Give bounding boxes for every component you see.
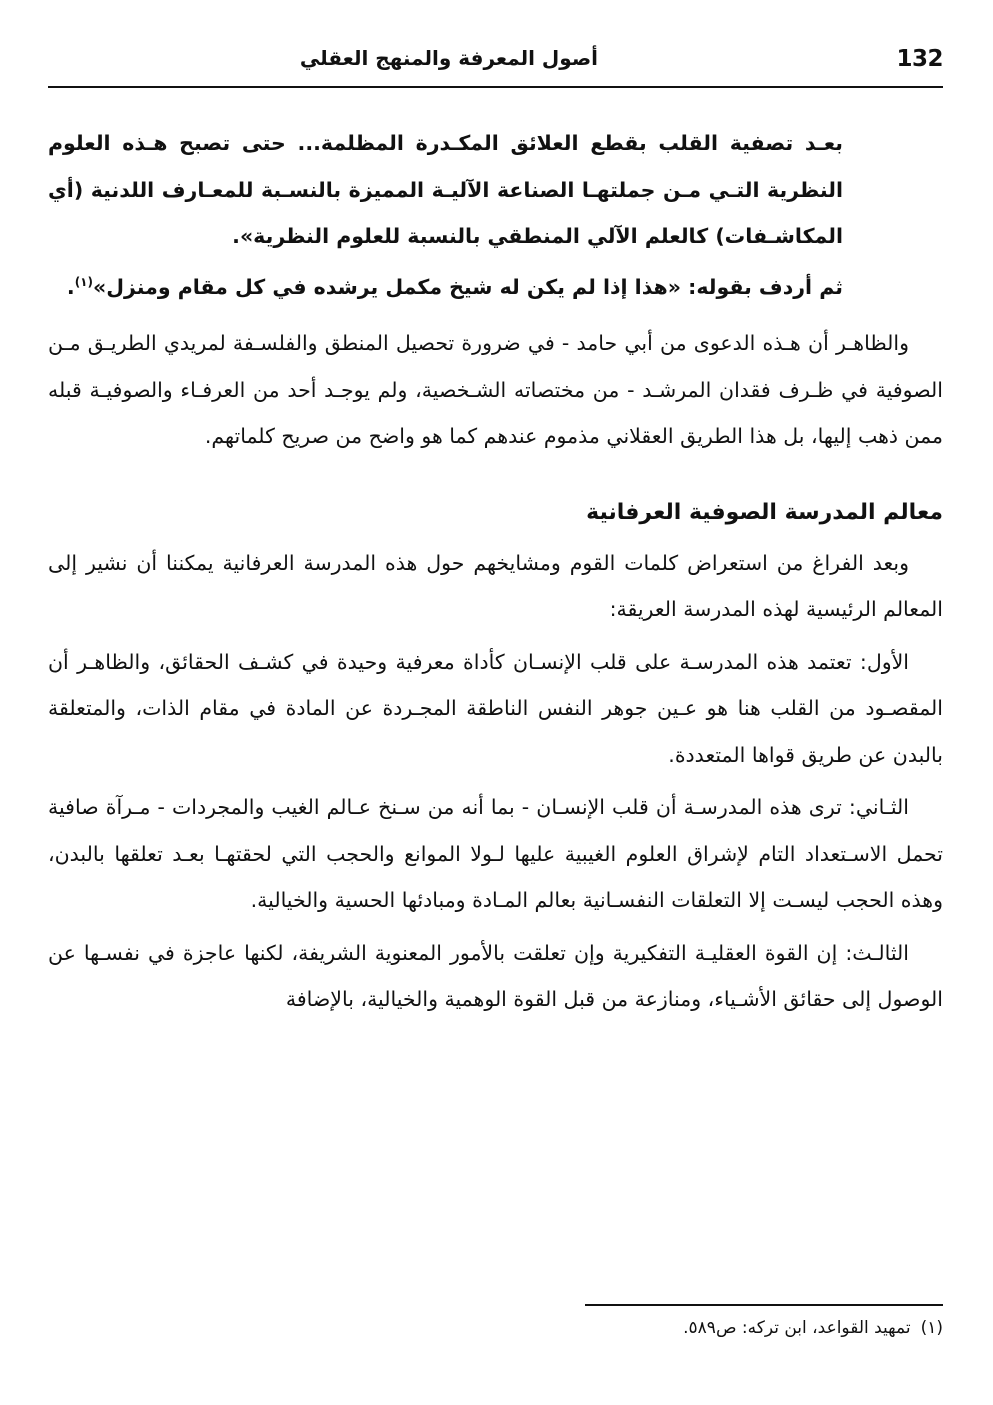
footnote-text: تمهيد القواعد، ابن تركه: ص٥٨٩.: [683, 1318, 911, 1338]
section-intro: وبعد الفراغ من استعراض كلمات القوم ومشايخهم حول هذه المدرسة العرفانية يمكننا أن نشير إلى المعالم الرئيسية لهذه المدرسة العريقة:: [48, 550, 943, 621]
spacer: [48, 310, 943, 320]
page-number: 132: [896, 46, 943, 72]
header-rule: [48, 86, 943, 88]
paragraph: والظاهـر أن هـذه الدعوى من أبي حامد - في ضرورة تحصيل المنطق والفلسـفة لمريدي الطريـق مـن الصوفية في ظـرف فقدان المرشـد - من مختصاته الشـخصية، ولم يوجـد أحد من العرفـاء والصوفيـة قبله ممن ذهب إليها، بل هذا الطريق العقلاني مذموم عندهم كما هو واضح من صريح كلماتهم.: [48, 331, 943, 448]
footnote: [683, 1318, 943, 1338]
point-first: الأول: تعتمد هذه المدرسـة على قلب الإنسـان كأداة معرفية وحيدة في كشـف الحقائق، والظاهـر أن المقصـود من القلب هنا هو عـين جوهر النفس الناطقة المجـردة عن المادة في مقام الذات، والمتعلقة بالبدن عن طريق قواها المتعددة.: [48, 649, 943, 767]
point-second: الثـاني: ترى هذه المدرسـة أن قلب الإنسـان - بما أنه من سـنخ عـالم الغيب والمجردات - مـرآة صافية تحمل الاسـتعداد التام لإشراق العلوم الغيبية عليها لـولا الموانع والحجب التي لحقتهـا بعـد تعلقها بالبدن، وهذه الحجب ليسـت إلا التعلقات النفسـانية بعالم المـادة ومبادئها الحسية والخيالية.: [48, 795, 943, 912]
quote-followup: [48, 264, 943, 311]
spacer: [48, 460, 943, 490]
section-heading: معالم المدرسة الصوفية العرفانية: [586, 499, 943, 525]
footnote-rule: [585, 1304, 943, 1306]
quote-followup-text: ثم أردف بقوله: «هذا إذا لم يكن له شيخ مكمل يرشده في كل مقام ومنزل»: [92, 274, 843, 299]
footnote-marker: (١): [920, 1318, 943, 1338]
point-third: الثالـث: إن القوة العقليـة التفكيرية وإن تعلقت بالأمور المعنوية الشريفة، لكنها عاجزة في نفسـها عن الوصول إلى حقائق الأشـياء، ومنازعة من قبل القوة الوهمية والخيالية، بالإضافة: [48, 940, 943, 1011]
page-header: [48, 36, 943, 88]
quoted-passage: بعـد تصفية القلب بقطع العلائق المكـدرة المظلمة... حتى تصبح هـذه العلوم النظرية التـي مـن جملتهـا الصناعة الآليـة المميزة بالنسـبة للمعـارف اللدنية (أي المكاشـفات) كالعلم الآلي المنطقي بالنسبة للعلوم النظرية».: [48, 131, 843, 248]
running-title: أصول المعرفة والمنهج العقلي: [299, 46, 598, 70]
quote-followup-end: .: [66, 274, 75, 299]
footnote-reference[interactable]: (١): [74, 274, 93, 289]
page-body: [48, 120, 943, 1023]
